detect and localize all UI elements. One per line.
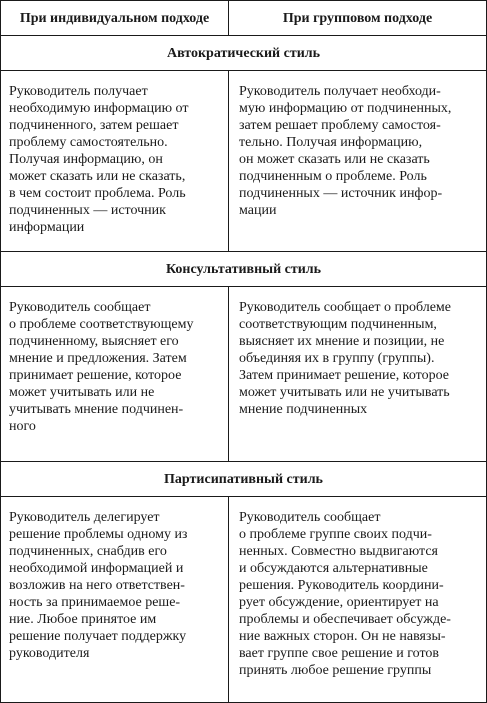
autocratic-individual-text: Руководитель получает необходимую информацию от подчиненного, затем решает проблему самостоятельно. Получая информацию, он может сказать или не сказать, в чем состоит проблема. Роль подчиненных — источник информации — [1, 71, 229, 252]
header-group: При групповом подходе — [229, 1, 487, 36]
consultative-individual-text: Руководитель сообщает о проблеме соответствующему подчиненному, выясняет его мнение и предложения. Затем принимает решение, которое может учитывать или не учитывать мнение подчинен- ного — [1, 287, 229, 462]
section-title-participative: Партисипативный стиль — [1, 462, 487, 497]
header-row — [1, 1, 487, 36]
section-title-autocratic: Автократический стиль — [1, 36, 487, 71]
section-title-row — [1, 462, 487, 497]
section-body-row — [1, 287, 487, 462]
consultative-group-text: Руководитель сообщает о проблеме соответствующим подчиненным, выясняет их мнение и позиции, не объединяя их в группу (группы). Затем принимает решение, которое может учитывать или не учитывать мнение подчиненных — [229, 287, 487, 462]
header-individual: При индивидуальном подходе — [1, 1, 229, 36]
section-title-row — [1, 36, 487, 71]
participative-individual-text: Руководитель делегирует решение проблемы одному из подчиненных, снабдив его необходимой информацией и возложив на него ответствен- ность за принимаемое реше- ние. Любое принятое им решение получает поддержку руководителя — [1, 497, 229, 703]
section-body-row — [1, 497, 487, 703]
autocratic-group-text: Руководитель получает необходи- мую информацию от подчиненных, затем решает проблему самостоя- тельно. Получая информацию, он может сказать или не сказать подчиненным о проблеме. Роль подчиненных — источник инфор- мации — [229, 71, 487, 252]
section-body-row — [1, 71, 487, 252]
section-title-consultative: Консультативный стиль — [1, 252, 487, 287]
participative-group-text: Руководитель сообщает о проблеме группе своих подчи- ненных. Совместно выдвигаются и обсуждаются альтернативные решения. Руководитель координи- рует обсуждение, ориентирует на проблемы и обеспечивает обсужде- ние важных сторон. Он не навязы- вает группе свое решение и готов принять любое решение группы — [229, 497, 487, 703]
section-title-row — [1, 252, 487, 287]
